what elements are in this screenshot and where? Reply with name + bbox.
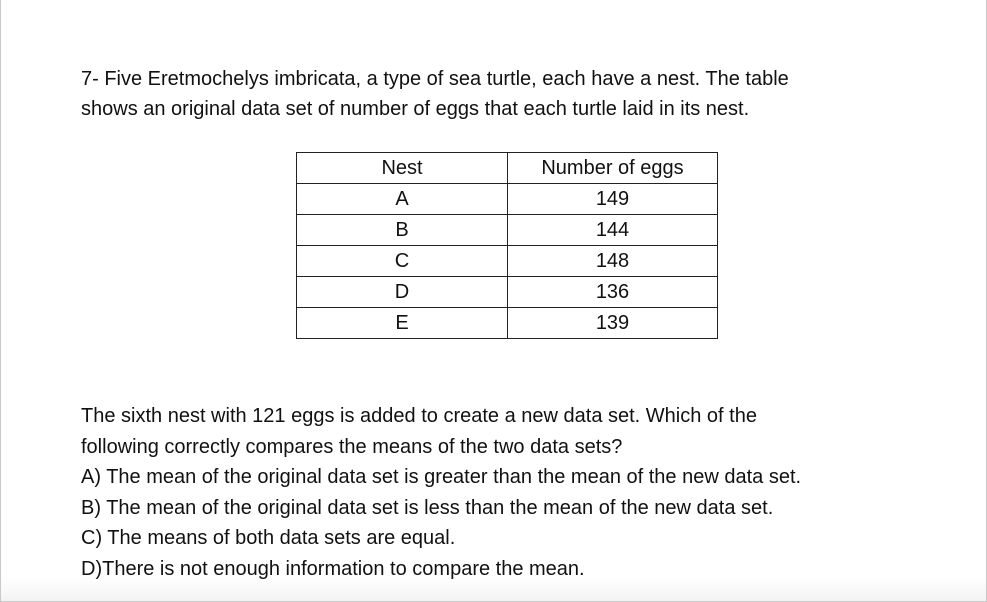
eggs-cell: 149 xyxy=(508,184,718,215)
followup-line-2: following correctly compares the means of the two data sets? xyxy=(81,435,623,458)
option-b: B) The mean of the original data set is less than the mean of the new data set. xyxy=(81,496,774,519)
nest-cell: C xyxy=(297,246,508,277)
nest-cell: A xyxy=(297,184,508,215)
option-c: C) The means of both data sets are equal. xyxy=(81,527,456,549)
followup-line-1: The sixth nest with 121 eggs is added to create a new data set. Which of the xyxy=(81,405,757,427)
nest-cell: D xyxy=(297,277,508,308)
table-row xyxy=(297,308,718,339)
followup-question xyxy=(81,401,961,584)
table-row xyxy=(297,184,718,215)
table-row xyxy=(297,246,718,277)
eggs-column-header: Number of eggs xyxy=(508,153,718,184)
table-row xyxy=(297,277,718,308)
nest-column-header: Nest xyxy=(297,153,508,184)
option-d: D)There is not enough information to compare the mean. xyxy=(81,557,585,580)
question-text xyxy=(81,64,941,124)
eggs-cell: 144 xyxy=(508,215,718,246)
table-row xyxy=(297,215,718,246)
nest-cell: B xyxy=(297,215,508,246)
nest-cell: E xyxy=(297,308,508,339)
eggs-cell: 136 xyxy=(508,277,718,308)
question-line-1: 7- Five Eretmochelys imbricata, a type of sea turtle, each have a nest. The table xyxy=(81,68,789,90)
table-header-row xyxy=(297,153,718,184)
eggs-cell: 148 xyxy=(508,246,718,277)
option-a: A) The mean of the original data set is greater than the mean of the new data set. xyxy=(81,466,802,488)
question-line-2: shows an original data set of number of eggs that each turtle laid in its nest. xyxy=(81,98,750,120)
eggs-cell: 139 xyxy=(508,308,718,339)
eggs-table xyxy=(296,152,718,339)
